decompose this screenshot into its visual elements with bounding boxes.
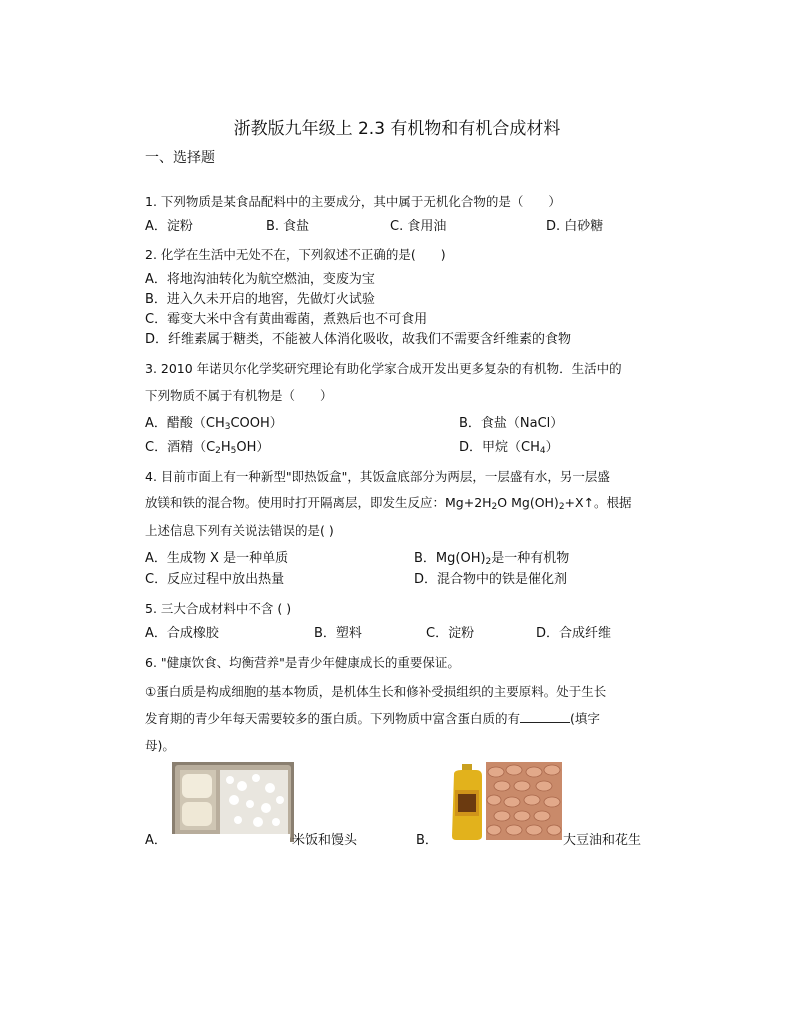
q6-option-a-label: A． [145,833,167,848]
q6-stem: 6. "健康饮食、均衡营养"是青少年健康成长的重要保证。 [145,655,460,670]
q3-option-a: A．醋酸$(CH_3COOH)$ [145,416,283,432]
q5-option-b: B．塑料 [314,626,362,641]
q2-option-d: D．纤维素属于糖类，不能被人体消化吸收，故我们不需要含纤维素的食物 [145,332,572,347]
q2-stem: 2. 化学在生活中无处不在，下列叙述不正确的是( ) [145,247,446,262]
q1-option-d: D. 白砂糖 [546,219,604,234]
q6-option-a-caption: 米饭和馒头 [292,833,358,848]
q4-option-a: A．生成物 X 是一种单质 [145,551,289,566]
q1-option-c: C. 食用油 [390,219,447,234]
q4-stem-line3: 上述信息下列有关说法错误的是( ) [145,523,334,538]
q3-option-c: C．酒精$(C_2H_5OH)$ [145,440,270,456]
q4-option-d: D．混合物中的铁是催化剂 [414,572,568,587]
q3-option-d: D．甲烷$(CH_4)$ [459,440,559,456]
q3-stem-line2: 下列物质不属于有机物是（ ） [145,388,333,403]
q5-option-c: C．淀粉 [426,626,475,641]
rice-and-buns-image [172,762,294,842]
q6-paragraph-line1: ①蛋白质是构成细胞的基本物质，是机体生长和修补受损组织的主要原料。处于生长 [145,684,607,699]
q6-paragraph-line3: 母)。 [145,738,175,753]
q1-option-b: B. 食盐 [266,219,310,234]
q1-option-a: A．淀粉 [145,219,193,234]
q5-option-d: D．合成纤维 [536,626,612,641]
q2-option-c: C．霉变大米中含有黄曲霉菌，煮熟后也不可食用 [145,312,428,327]
q4-stem-line2: 放镁和铁的混合物。使用时打开隔离层，即发生反应：$Mg+2H_2O$ $Mg(OH)_2+X↑$。根据 [145,495,632,512]
q6-option-b-caption: 大豆油和花生 [563,833,642,848]
q4-stem-line1: 4. 目前市面上有一种新型"即热饭盒"，其饭盒底部分为两层，一层盛有水，另一层盛 [145,469,610,484]
answer-blank[interactable] [520,711,570,723]
q2-option-b: B．进入久未开启的地窖，先做灯火试验 [145,292,375,307]
section-heading: 一、选择题 [145,150,215,166]
q5-option-a: A．合成橡胶 [145,626,219,641]
q4-option-b: B．$Mg(OH)_2$是一种有机物 [414,551,570,567]
q3-option-b: B．食盐（NaCl） [459,416,564,431]
page-title: 浙教版九年级上 2.3 有机物和有机合成材料 [233,119,561,139]
q6-paragraph-line2: 发育期的青少年每天需要较多的蛋白质。下列物质中富含蛋白质的有 (填字 [145,711,600,726]
q1-stem: 1. 下列物质是某食品配料中的主要成分，其中属于无机化合物的是（ ） [145,194,561,209]
q6-option-b-label: B． [416,833,438,848]
q2-option-a: A．将地沟油转化为航空燃油，变废为宝 [145,272,375,287]
q5-stem: 5. 三大合成材料中不含 ( ) [145,601,292,616]
oil-and-peanuts-image [448,760,564,842]
q3-stem-line1: 3. 2010 年诺贝尔化学奖研究理论有助化学家合成开发出更多复杂的有机物．生活中的 [145,361,622,376]
q4-option-c: C．反应过程中放出热量 [145,572,285,587]
